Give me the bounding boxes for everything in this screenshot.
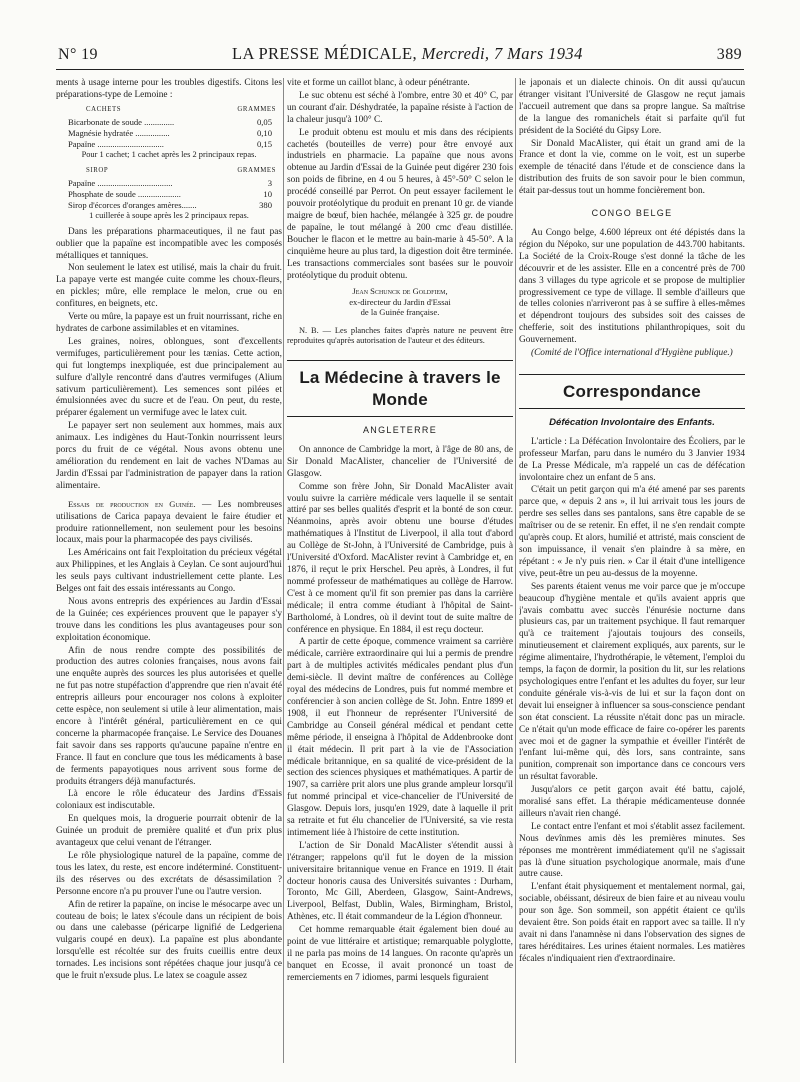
section-title: La Médecine à travers le Monde bbox=[299, 368, 501, 410]
quantity: 380 bbox=[259, 199, 272, 210]
source-note bbox=[519, 348, 745, 360]
quantity: 0,05 bbox=[256, 117, 272, 128]
table-row bbox=[56, 139, 282, 150]
author-title: ex-directeur du Jardin d'Essai bbox=[349, 296, 451, 307]
table-row bbox=[56, 200, 282, 211]
section-rule bbox=[287, 360, 513, 361]
paragraph: L'enfant était physiquement et mentalement normal, gai, sociable, obéissant, désireux de bien faire et au niveau voulu pour son âge. Son sommeil, son appétit étaient ce qu'ils devaient être. Son poids était en rapport avec sa taille. Il n'y avait ni dans l'anamnèse ni dans l'observation des signes de tares héréditaires. Les urines étaient normales. Les matières fécales n'indiquaient rien d'extraordinaire. bbox=[519, 882, 745, 964]
author-title: de la Guinée française. bbox=[360, 307, 440, 318]
paragraph: Non seulement le latex est utilisé, mais la chair du fruit. La papaye verte est mangée cuite comme les choux-fleurs, en pickles; mûre, elle remplace le melon, crue ou en confitures, en beignets, etc. bbox=[56, 263, 282, 310]
paragraph: Les Américains ont fait l'exploitation du précieux végétal aux Philippines, et les Anglais à Ceylan. Ce sont aujourd'hui les seuls pays cultivant industriellement cette plante. Les Belges ont fait des essais intéressants au Congo. bbox=[56, 548, 282, 595]
paragraph: A partir de cette époque, commence vraiment sa carrière médicale, carrière extraordinaire qui lui a permis de prendre part à de multiples activités médicales pendant plus d'un demi-siècle. Il devint maître de conférences au Collège royal des médecins de Londres, puis fut nommé membre et conférencier à son ancien collège de St. John. Entre 1899 et 1908, il eut l'honneur de représenter l'Université de Cambridge au Conseil général médical et pendant cette même période, il enseigna à l'hôpital de Addenbrooke dont il était médecin. Il prit part à la vie de l'Association médicale britannique, en sa qualité de vice-président de la section des sciences physiques et mathématiques. A partir de 1907, sa carrière prit alors une plus grande ampleur lorsqu'il fut nommé principal et vice-chancelier de l'Université de Glasgow. Depuis lors, jusqu'en 1929, date à laquelle il prit sa retraite et fut élu chancelier de l'Université, sa vie resta intimement liée à l'histoire de cette institution. bbox=[287, 637, 513, 838]
article-subtitle: Défécation Involontaire des Enfants. bbox=[549, 416, 715, 428]
table-header-left: CACHETS bbox=[86, 105, 122, 113]
journal-name: LA PRESSE MÉDICALE bbox=[232, 44, 413, 63]
table-note: 1 cuillerée à soupe après les 2 principaux repas. bbox=[89, 211, 249, 221]
quantity: 0,15 bbox=[256, 138, 272, 149]
paragraph: Le contact entre l'enfant et moi s'établit assez facilement. Nous devînmes amis dès les premières minutes. Ses réponses me montrèrent immédiatement qu'il ne s'agissait pas là d'une situation psychologique anormale, mais d'une autre cause. bbox=[519, 821, 745, 880]
ingredient: Papaïne ................................... bbox=[68, 178, 173, 189]
table-header bbox=[56, 166, 282, 177]
paragraph bbox=[56, 499, 282, 548]
paragraph: Là encore le rôle éducateur des Jardins d'Essais coloniaux est indiscutable. bbox=[56, 789, 282, 812]
paragraph: Jusqu'alors ce petit garçon avait été battu, cajolé, moralisé sans effet. La thérapie médicamenteuse donnée ailleurs n'avait rien changé. bbox=[519, 785, 745, 819]
paragraph: C'était un petit garçon qui m'a été amené par ses parents parce que, « depuis 2 ans », il lui arrivait tous les jours de perdre ses selles dans ses pantalons, sans être capable de se maîtriser ou de se retenir. En effet, il ne s'en rendait compte qu'après coup. Et alors, humilié et attristé, mais conscient de son impuissance, il venait s'en plaindre à sa mère, en répétant : « Je n'y puis rien. » Car il était d'une intelligence vive, peut-être un peu au-dessus de la moyenne. bbox=[519, 485, 745, 579]
quantity: 10 bbox=[263, 188, 272, 199]
table-row bbox=[56, 117, 282, 128]
editor-note: N. B. — Les planches faites d'après nature ne peuvent être reproduites qu'après autorisation de l'auteur et des éditeurs. bbox=[287, 325, 513, 345]
section-rule bbox=[287, 416, 513, 417]
section-rule bbox=[519, 374, 745, 375]
recipe-table-sirop bbox=[56, 166, 282, 222]
section-lead: Essais de production en Guinée. bbox=[68, 498, 196, 509]
page-number: 389 bbox=[716, 46, 742, 63]
issue-number: N° 19 bbox=[58, 46, 98, 63]
table-header bbox=[56, 105, 282, 116]
author-signature bbox=[287, 286, 513, 317]
table-header-right: GRAMMES bbox=[237, 105, 276, 113]
source-text: (Comité de l'Office international d'Hygiène publique.) bbox=[531, 348, 733, 359]
quantity: 3 bbox=[267, 178, 272, 189]
paragraph: le japonais et un dialecte chinois. On dit aussi qu'aucun étranger visitant l'Université de Glasgow ne reçut jamais l'accueil autrement que dans sa propre langue. Sa maîtrise de la langue des romanichels était si parfaite qu'il fut président de la Société du Gipsy Lore. bbox=[519, 78, 745, 136]
column-divider bbox=[515, 78, 516, 1063]
header-rule bbox=[56, 69, 744, 70]
paragraph: Dans les préparations pharmaceutiques, il ne faut pas oublier que la papaïne est incompatible avec les composés métalliques et tanniques. bbox=[56, 226, 282, 261]
ingredient: Bicarbonate de soude .............. bbox=[68, 117, 175, 128]
paragraph: Comme son frère John, Sir Donald MacAlister avait voulu suivre la carrière médicale vers laquelle il se sentait attiré par ses belles qualités d'esprit et la bonté de son cœur. Néanmoins, après avoir obtenu une bourse d'études mathématiques à l'Institut de Liverpool, il alla tout d'abord au Collège de St-John, à l'Université de Cambridge, puis à l'Université d'Oxford. MacAlister revint à Cambridge et, en 1876, il reçut le prix Herschel. Peu après, à Londres, il fut nommé professeur de mathématiques au collège de Harrow. C'est à ce moment qu'il fit son premier pas dans la carrière médicale; il entra comme étudiant à l'hôpital de Saint-Bartholomé, à Londres, où il devint tout de suite maître de conférence en physique. En 1884, il est reçu docteur. bbox=[287, 481, 513, 635]
section-lead-text: — Les nombreuses utilisations de Carica papaya devaient le faire étudier et produire rationnellement, non seulement pour les besoins locaux, mais pour la pharmacopée des pays civilisés. bbox=[56, 499, 282, 546]
paragraph: En quelques mois, la droguerie pourrait obtenir de la Guinée un produit de première qualité et d'un prix plus avantageux que celui venant de l'étranger. bbox=[56, 814, 282, 849]
paragraph: Le papayer sert non seulement aux hommes, mais aux animaux. Les indigènes du Haut-Tonkin nourrissent leurs porcs du fruit de ce végétal. Nous avons obtenu une amélioration du rendement en lait de vaches N'Damas au Jardin d'Essai par l'administration de papayer dans la ration alimentaire. bbox=[56, 421, 282, 491]
column-3 bbox=[519, 78, 745, 1068]
table-header-left: SIROP bbox=[86, 166, 109, 174]
column-2 bbox=[287, 78, 513, 1068]
paragraph: Le suc obtenu est séché à l'ombre, entre 30 et 40° C, par un courant d'air. Déshydratée, la papaïne résiste à l'action de la chaleur jusqu'à 100° C. bbox=[287, 90, 513, 125]
ingredient: Papaïne ............................... bbox=[68, 138, 164, 149]
quantity: 0,10 bbox=[256, 128, 272, 138]
table-row bbox=[56, 178, 282, 189]
author-name: Jean Schunck de Goldfiem, bbox=[352, 286, 448, 297]
paragraph: Au Congo belge, 4.600 lépreux ont été dépistés dans la région du Népoko, sur une population de 443.700 habitants. La Société de la Croix-Rouge s'est donné la tâche de les découvrir et de les assister. Elle en a concentré près de 700 dans 3 villages du type agricole et se propose de multiplier progressivement ce type de village. Il semble d'ailleurs que de telles colonies n'arriveront pas à se suffire à elles-mêmes et dépendront toujours des subsides soit des caisses de chefferie, soit des institutions philanthropiques, soit du Gouvernement. bbox=[519, 227, 745, 346]
section-rule bbox=[519, 408, 745, 409]
paragraph: L'article : La Défécation Involontaire des Écoliers, par le professeur Marfan, paru dans le numéro du 3 Janvier 1934 de La Presse Médicale, m'a rappelé un cas de défécation involontaire chez un enfant de 5 ans. bbox=[519, 436, 745, 483]
paragraph: Sir Donald MacAlister, qui était un grand ami de la France et dont la vie, comme on le voit, est un superbe exemple de ténacité dans l'étude et de conscience dans la distribution des fruits de son savoir pour le bien commun, était par-dessus tout un homme foncièrement bon. bbox=[519, 138, 745, 197]
paragraph: Ses parents étaient venus me voir parce que je m'occupe beaucoup d'hygiène mentale et qu'ils avaient appris que j'avais combattu avec succès l'énurésie nocturne dans plusieurs cas, par un traitement psychique. Il faut remarquer qu'à ce traitement j'ajoutais toujours des conseils, minutieusement et clairement expliqués, aux parents, sur le régime alimentaire, l'hydrothérapie, le vêtement, l'emploi du temps, la façon de dormir, la position du lit, sur les relations psychologiques entre l'enfant et les adultes du foyer, sur leur conduite générale vis-à-vis de lui et sur la façon dont on devait lui enseigner à influencer sa sous-conscience pendant son état conscient. La réussite n'était donc pas un miracle. Ce n'était qu'un mode efficace de faire co-opérer les parents avec moi et de gagner la sympathie et éveiller l'intérêt de l'enfant lui-même qui, dès lors, sans contrainte, sans punition, comprenait son importance dans ce concours vers un résultat favorable. bbox=[519, 581, 745, 783]
paragraph: On annonce de Cambridge la mort, à l'âge de 80 ans, de Sir Donald MacAlister, chancelier de l'Université de Glasgow. bbox=[287, 444, 513, 479]
table-header-right: GRAMMES bbox=[237, 166, 276, 174]
table-row bbox=[56, 128, 282, 139]
paragraph: Nous avons entrepris des expériences au Jardin d'Essai de la Guinée; ces expériences prouvent que le papayer s'y trouve dans les conditions les plus avantageuses pour son exploitation économique. bbox=[56, 596, 282, 643]
recipe-table-cachets bbox=[56, 105, 282, 161]
paragraph: Afin de retirer la papaïne, on incise le mésocarpe avec un couteau de bois; le latex s'écoule dans un récipient de bois ou dans une calebasse (péricarpe lignifié de Ledgeriena vulgaris coupé en deux). La papaïne est plus abondante lorsqu'elle est récoltée sur des fruits cueillis entre deux tornades. Les incisions sont répétées chaque jour jusqu'à ce que le fruit n'exsude plus. Le latex se coagule assez bbox=[56, 899, 282, 982]
page-header bbox=[58, 44, 742, 66]
paragraph: vite et forme un caillot blanc, à odeur pénétrante. bbox=[287, 78, 470, 88]
ingredient: Magnésie hydratée ................ bbox=[68, 128, 170, 138]
paragraph: Verte ou mûre, la papaye est un fruit nourrissant, riche en hydrates de carbone assimilables et en vitamines. bbox=[56, 312, 282, 334]
paragraph: Le rôle physiologique naturel de la papaïne, comme de tous les latex, du reste, est encore indéterminé. Constituent-ils des réserves ou des excrétats de désassimilation ? Personne encore n'a pu prouver l'une ou l'autre version. bbox=[56, 850, 282, 897]
paragraph: L'action de Sir Donald MacAlister s'étendit aussi à l'étranger; rappelons qu'il fut le doyen de la mission universitaire britannique venue en France en 1919. Il était docteur honoris causa des Universités suivantes : Durham, Toronto, Mc Gill, Aberdeen, Glasgow, Saint-Andrews, Liverpool, Belfast, Dublin, Wales, Birmingham, Bristol, Athènes, etc. Il était commandeur de la Légion d'honneur. bbox=[287, 840, 513, 923]
section-title: Correspondance bbox=[563, 381, 701, 401]
paragraph: Les graines, noires, oblongues, sont d'excellents vermifuges, particulièrement pour les tænias. Cette action, qui fut longtemps inexpliquée, est due principalement au sulfure d'allyle rencontré dans d'autres vermifuges (Alium sativum particulièrement). Les semences sont pilées et émulsionnées avec du sucre et de l'eau. On peut, du reste, préparer également un vermifuge avec le latex cuit. bbox=[56, 336, 282, 419]
table-note: Pour 1 cachet; 1 cachet après les 2 principaux repas. bbox=[81, 150, 257, 160]
issue-date: Mercredi, 7 Mars 1934 bbox=[421, 44, 583, 63]
paragraph: Cet homme remarquable était également bien doué au point de vue littéraire et artistique; remarquable polyglotte, il ne parla pas moins de 14 langues. On raconte qu'après un banquet en Ecosse, il avait prononcé un toast de remerciements en 7 idiomes, parmi lesquels figuraient bbox=[287, 925, 513, 983]
ingredient: Sirop d'écorces d'oranges amères....... bbox=[68, 199, 197, 210]
country-heading: CONGO BELGE bbox=[591, 208, 673, 219]
journal-title-line: LA PRESSE MÉDICALE, Mercredi, 7 Mars 1934 bbox=[232, 44, 583, 63]
paragraph: Le produit obtenu est moulu et mis dans des récipients cachetés (bouteilles de verre) pour être envoyé aux industriels en pharmacie. La papaïne que nous avons obtenue au Jardin d'Essai de la Guinée peut digérer 230 fois son poids de fibrine, en 4 ou 5 heures, à 45°-50° C selon le procédé conseillé par Perrot. On peut essayer facilement le pouvoir protéolytique du produit en prenant 10 gr. de viande maigre de bœuf, bien hachée, mélangée à 325 gr. de poudre de papaïne, le tout mélangé à 200 cmc d'eau distillée. Boucher le flacon et le mettre au bain-marie à 45-50°. A la cinquième heure au plus tard, la digestion doit être terminée. Les transactions commerciales sont basées sur le pouvoir protéolytique du produit obtenu. bbox=[287, 127, 513, 281]
paragraph: Afin de nous rendre compte des possibilités de production des autres colonies françaises, nous avons fait une enquête auprès des sources les plus autorisées et quelle ne fut pas notre stupéfaction d'apprendre que rien n'avait été entrepris ailleurs pour encourager nos colons à exploiter cette espèce, non seulement si utile à leur alimentation, mais encore à l'intérêt général, particulièrement en ce qui concerne la pharmacopée française. Le Service des Douanes fait savoir dans ses rapports qu'aucune papaïne n'entre en France. Il faut en conclure que tous les médicaments à base de ferments papayotiques nous arrivent sous forme de produits étrangers déjà manufacturés. bbox=[56, 645, 282, 787]
country-heading: ANGLETERRE bbox=[362, 425, 437, 436]
ingredient: Phosphate de soude .................... bbox=[68, 188, 181, 199]
paragraph: ments à usage interne pour les troubles digestifs. Citons les préparations-type de Lemoine : bbox=[56, 78, 282, 100]
column-1 bbox=[56, 78, 282, 1068]
table-row bbox=[56, 189, 282, 200]
column-divider bbox=[283, 78, 284, 1063]
